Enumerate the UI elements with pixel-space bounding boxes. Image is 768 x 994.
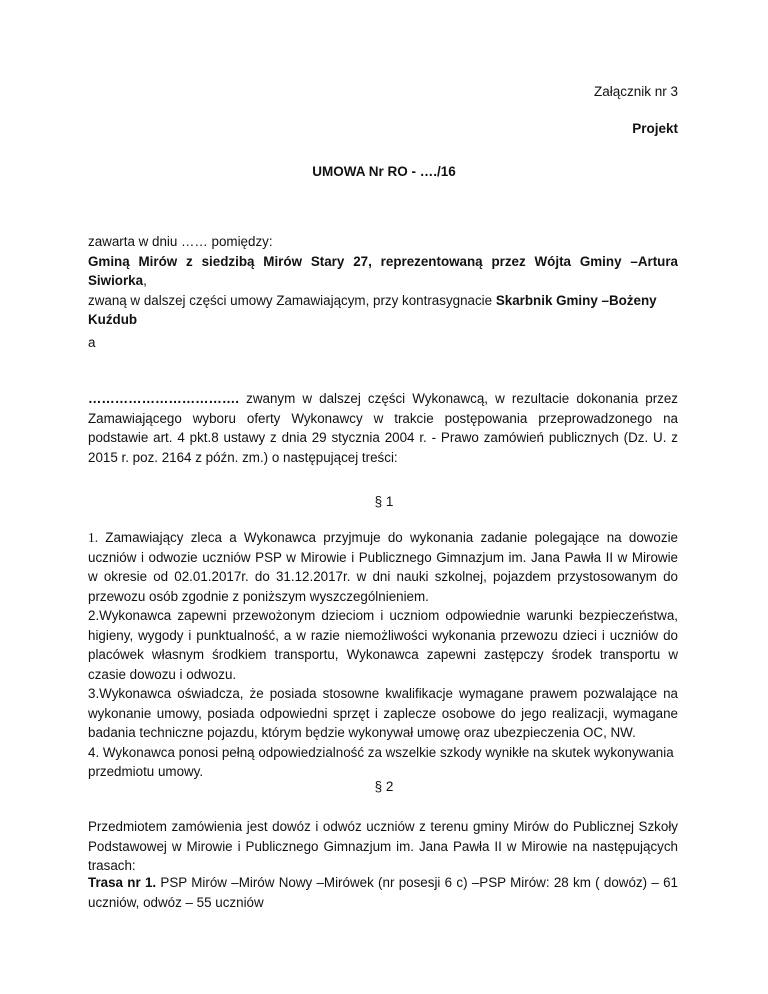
party1-details	[88, 291, 678, 330]
section1-point3: 3.Wykonawca oświadcza, że posiada stosowne kwalifikacje wymagane prawem pozwalające na wykonanie umowy, posiada odpowiedni sprzęt i zaplecze osobowe do jego realizacji, wymagane badania techniczne pojazdu, którym będzie wykonywał umowę oraz ubezpieczenia OC, NW.	[88, 686, 678, 740]
route1-label: Trasa nr 1.	[88, 875, 157, 890]
party2-text: zwanym w dalszej części Wykonawcą, w rezultacie dokonania przez Zamawiającego wyboru oferty Wykonawcy w trakcie postępowania przeprowadzonego na podstawie art. 4 pkt.8 ustawy z dnia 29 stycznia 2004 r. - Prawo zamówień publicznych (Dz. U. z 2015 r. poz. 2164 z późn. zm.) o następującej treści:	[88, 391, 678, 465]
attachment-label: Załącznik nr 3	[593, 84, 678, 99]
party2-dots: …………………………….	[88, 391, 240, 406]
intro-date-line: zawarta w dniu …… pomiędzy:	[88, 234, 273, 249]
section1-point1	[88, 528, 678, 606]
party1-rest: zwaną w dalszej części umowy Zamawiającym, przy kontrasygnacie	[88, 292, 496, 308]
section2-heading: § 2	[374, 779, 394, 794]
party2-paragraph	[88, 389, 678, 467]
section1-heading: § 1	[374, 494, 394, 509]
and-conjunction: a	[88, 335, 96, 350]
section1-point1-number: 1.	[88, 530, 99, 545]
party1-line	[88, 252, 678, 291]
party1-treasurer: Skarbnik Gminy –Bożeny Kuźdub	[88, 292, 657, 327]
section1-point4: 4. Wykonawca ponosi pełną odpowiedzialność za wszelkie szkody wynikłe na skutek wykonywania przedmiotu umowy.	[88, 744, 674, 779]
section2-route1	[88, 873, 678, 912]
party1-name: Gminą Mirów z siedzibą Mirów Stary 27, reprezentowaną przez Wójta Gminy –Artura Siwiorka	[88, 253, 678, 288]
section2-intro: Przedmiotem zamówienia jest dowóz i odwóz uczniów z terenu gminy Mirów do Publicznej Szkoły Podstawowej w Mirowie i Publicznego Gimnazjum im. Jana Pawła II w Mirowie na następujących trasach:	[88, 819, 678, 873]
section1-body	[88, 528, 678, 782]
section1-point1-text: Zamawiający zleca a Wykonawca przyjmuje do wykonania zadanie polegające na dowozie uczniów i odwozie uczniów PSP w Mirowie i Publicznego Gimnazjum im. Jana Pawła II w Mirowie w okresie od 02.01.2017r. do 31.12.2017r. w dni nauki szkolnej, pojazdem przystosowanym do przewozu osób zgodnie z poniższym wyszczególnieniem.	[88, 530, 678, 604]
intro-parties	[88, 232, 678, 330]
section1-point2: 2.Wykonawca zapewni przewożonym dzieciom i uczniom odpowiednie warunki bezpieczeństwa, higieny, wygody i punktualność, a w razie niemożliwości wykonania przewozu dzieci i uczniów do placówek własnym środkiem transportu, Wykonawca zapewni zastępczy środek transportu w czasie dowozu i odwozu.	[88, 608, 678, 682]
party1-comma: ,	[143, 273, 147, 288]
route1-text: PSP Mirów –Mirów Nowy –Mirówek (nr posesji 6 c) –PSP Mirów: 28 km ( dowóz) – 61 uczniów, odwóz – 55 uczniów	[88, 875, 678, 910]
document-title: UMOWA Nr RO - …./16	[312, 164, 456, 179]
project-label: Projekt	[632, 121, 678, 136]
